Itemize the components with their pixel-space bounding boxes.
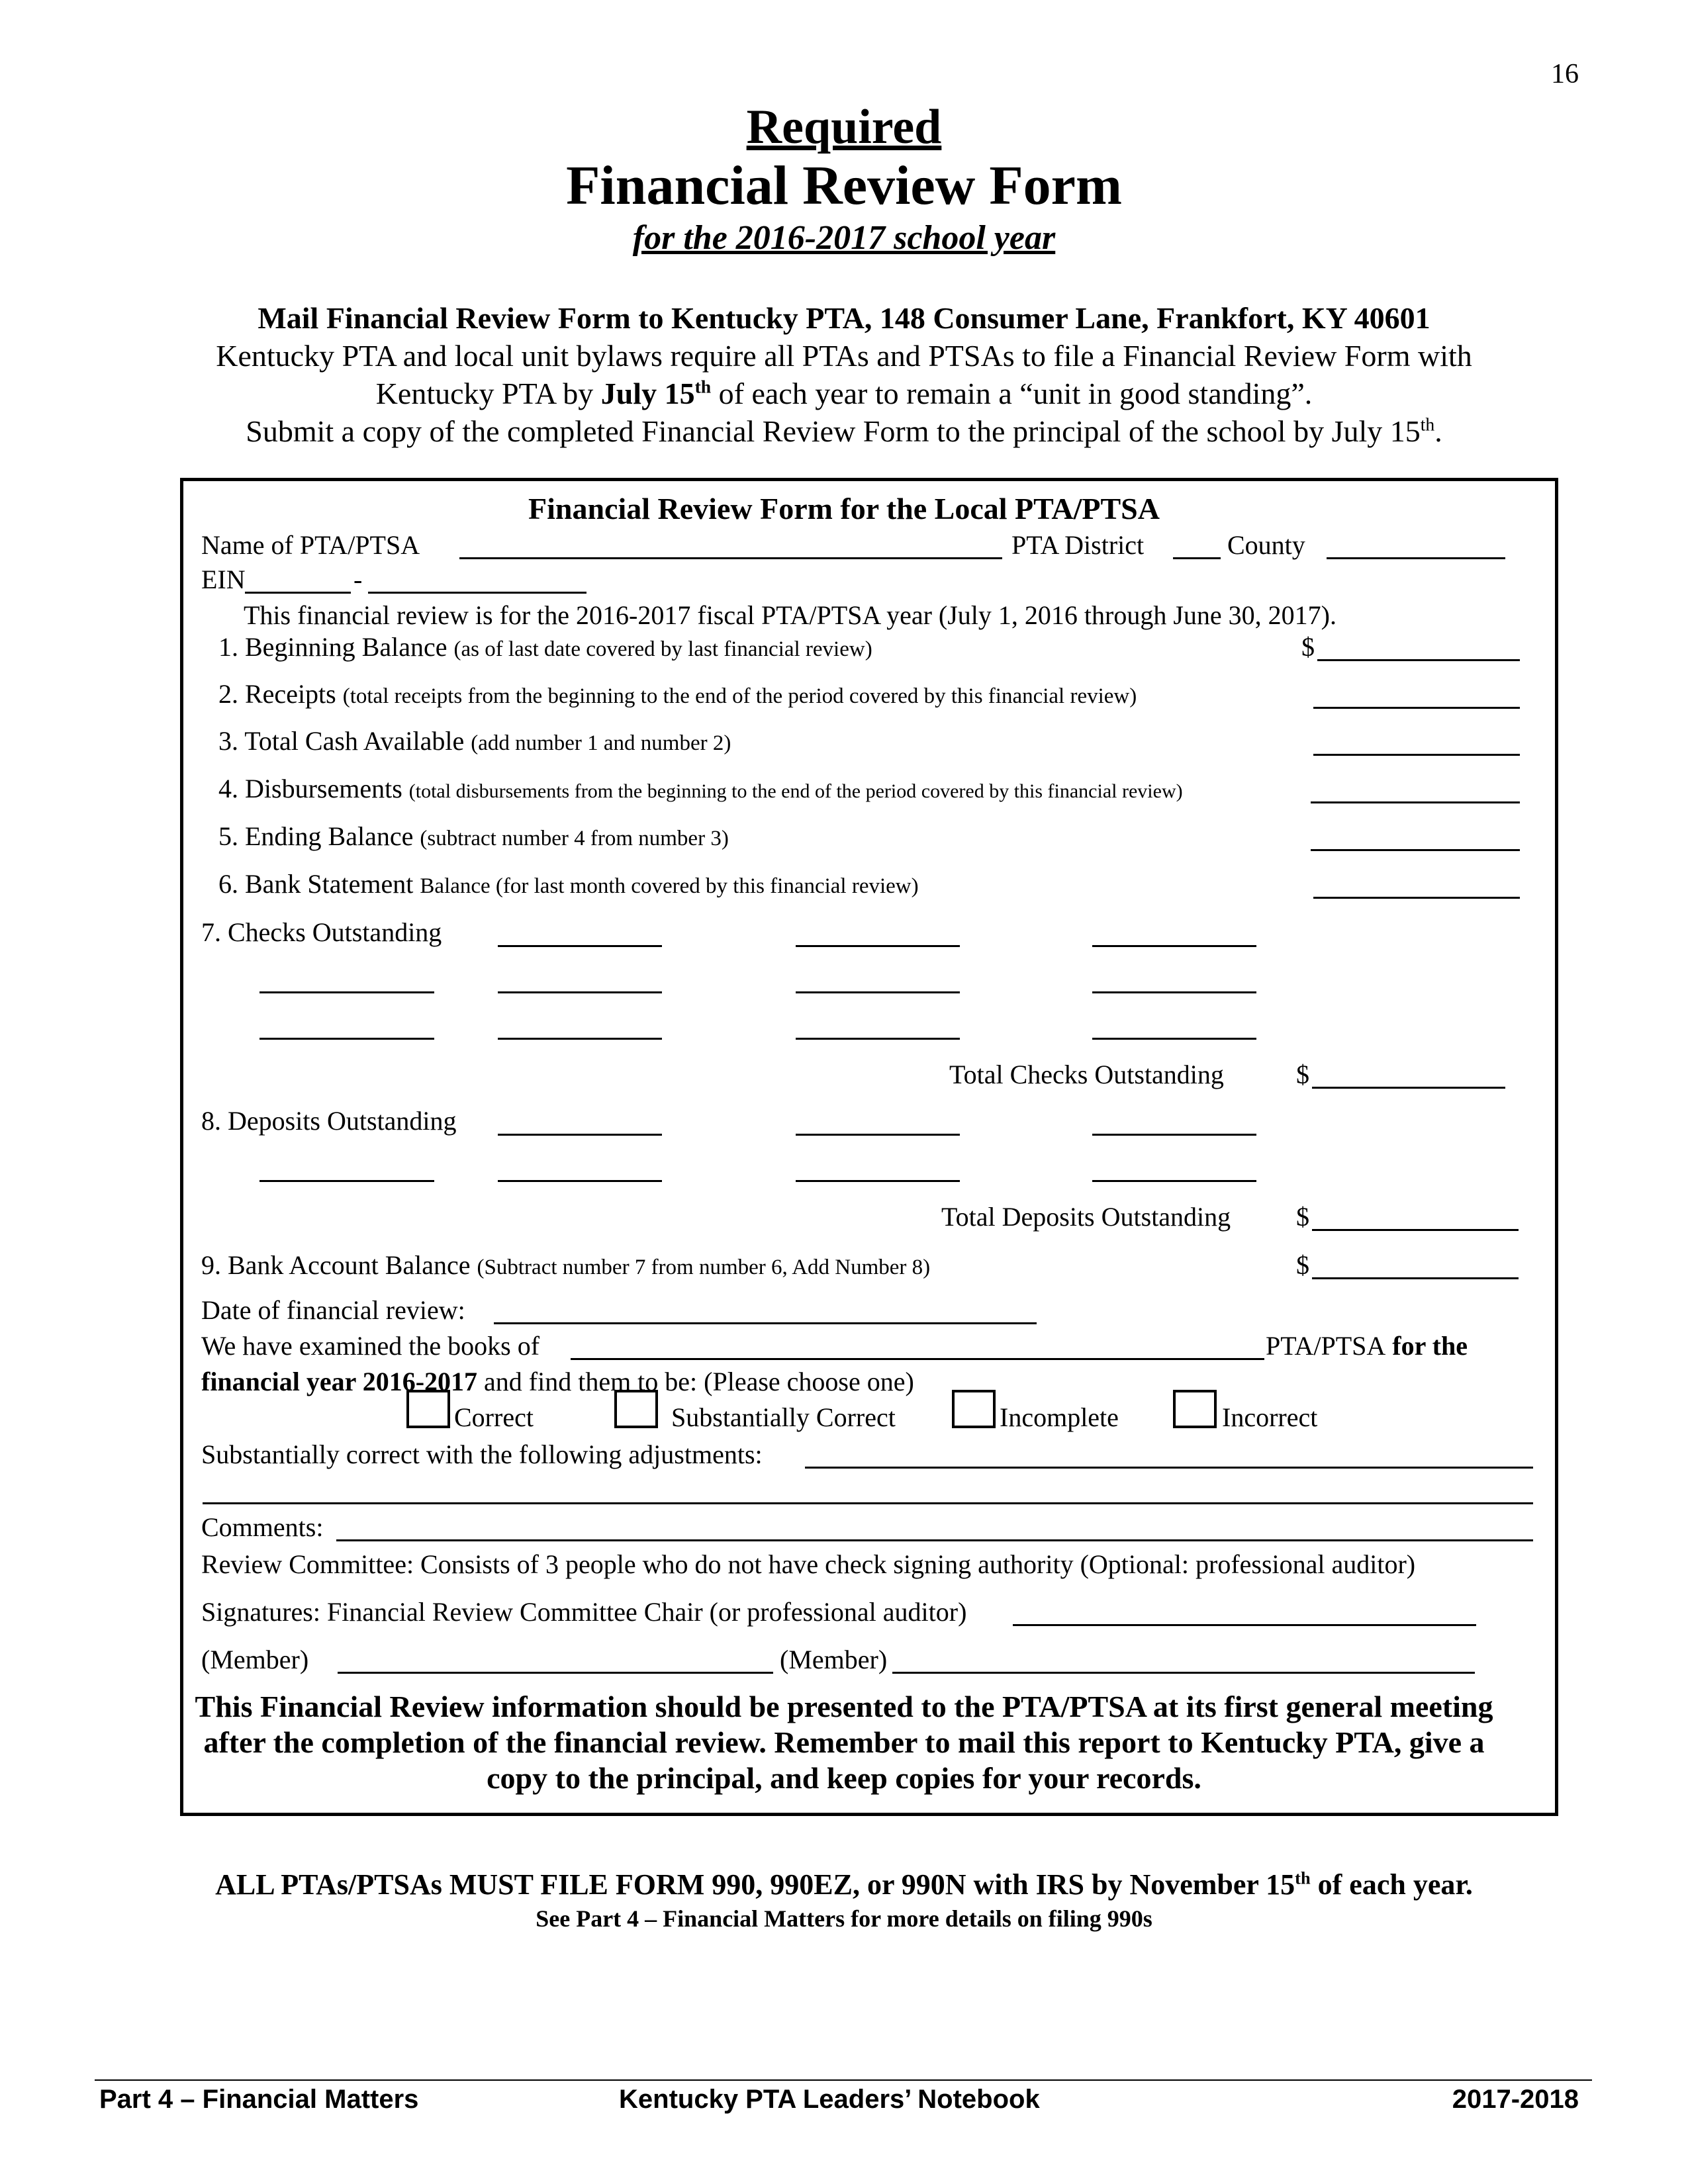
footer-left: Part 4 – Financial Matters	[99, 2085, 419, 2114]
examined-label: We have examined the books of	[201, 1331, 540, 1361]
comments-field[interactable]	[336, 1539, 1533, 1541]
item-1-field[interactable]	[1317, 659, 1520, 661]
member-signature-field-2[interactable]	[892, 1672, 1475, 1674]
district-field[interactable]	[1173, 557, 1221, 559]
intro-block	[0, 299, 1688, 450]
item-receipts: 2. Receipts (total receipts from the beginning to the end of the period covered by this financial review)	[218, 679, 1137, 709]
option-incomplete-label: Incomplete	[1000, 1402, 1119, 1432]
deposit-field[interactable]	[498, 1134, 662, 1136]
check-field[interactable]	[498, 991, 662, 993]
ein-dash: -	[353, 565, 363, 594]
examined-suffix: PTA/PTSA for the	[1266, 1331, 1468, 1361]
item-1-dollar: $	[1301, 632, 1315, 662]
total-deposits-label: Total Deposits Outstanding	[941, 1202, 1231, 1232]
bank-account-balance: 9. Bank Account Balance (Subtract number 7 from number 6, Add Number 8)	[201, 1250, 931, 1280]
adjustments-field[interactable]	[805, 1467, 1533, 1469]
deposit-field[interactable]	[796, 1134, 960, 1136]
footer-divider	[95, 2079, 1592, 2081]
deadline-line: Kentucky PTA by July 15th of each year to remain a “unit in good standing”.	[375, 376, 1313, 410]
check-field[interactable]	[1092, 945, 1256, 947]
incomplete-checkbox[interactable]	[952, 1390, 996, 1428]
district-label: PTA District	[1011, 530, 1145, 560]
adjustments-field-2[interactable]	[203, 1502, 1533, 1504]
check-field[interactable]	[259, 991, 434, 993]
ein-field-1[interactable]	[245, 592, 351, 594]
member-label-2: (Member)	[780, 1645, 888, 1674]
item-bank-statement: 6. Bank Statement Balance (for last month covered by this financial review)	[218, 869, 919, 899]
county-label: County	[1227, 530, 1305, 560]
review-committee-text: Review Committee: Consists of 3 people who do not have check signing authority (Optional: professional auditor)	[201, 1549, 1416, 1579]
total-deposits-field[interactable]	[1312, 1229, 1519, 1231]
ein-field-2[interactable]	[368, 592, 586, 594]
total-checks-label: Total Checks Outstanding	[949, 1060, 1224, 1089]
check-field[interactable]	[796, 1038, 960, 1040]
check-field[interactable]	[1092, 991, 1256, 993]
correct-checkbox[interactable]	[406, 1390, 450, 1428]
deposit-field[interactable]	[1092, 1134, 1256, 1136]
deposit-field[interactable]	[259, 1180, 434, 1182]
irs-filing-note: ALL PTAs/PTSAs MUST FILE FORM 990, 990EZ, or 990N with IRS by November 15th of each year.	[215, 1868, 1473, 1901]
county-field[interactable]	[1327, 557, 1505, 559]
substantially-correct-checkbox[interactable]	[614, 1390, 658, 1428]
check-field[interactable]	[498, 945, 662, 947]
item-6-field[interactable]	[1313, 897, 1520, 899]
item-3-field[interactable]	[1313, 754, 1520, 756]
chair-signature-field[interactable]	[1013, 1624, 1476, 1626]
form-heading: Financial Review Form for the Local PTA/PTSA	[528, 492, 1160, 525]
check-field[interactable]	[796, 991, 960, 993]
check-field[interactable]	[259, 1038, 434, 1040]
item-ending-balance: 5. Ending Balance (subtract number 4 from number 3)	[218, 821, 729, 851]
name-label: Name of PTA/PTSA	[201, 530, 420, 560]
option-correct-label: Correct	[454, 1402, 534, 1432]
check-field[interactable]	[796, 945, 960, 947]
check-field[interactable]	[1092, 1038, 1256, 1040]
item-disbursements: 4. Disbursements (total disbursements from the beginning to the end of the period covered by this financial review)	[218, 774, 1183, 803]
mail-instructions: Mail Financial Review Form to Kentucky PTA, 148 Consumer Lane, Frankfort, KY 40601	[258, 301, 1430, 335]
ein-label: EIN	[201, 565, 246, 594]
item-5-field[interactable]	[1311, 849, 1520, 851]
adjustments-label: Substantially correct with the following adjustments:	[201, 1439, 763, 1469]
footer-center: Kentucky PTA Leaders’ Notebook	[619, 2085, 1040, 2114]
page-number: 16	[1551, 59, 1579, 89]
principal-line: Submit a copy of the completed Financial Review Form to the principal of the school by July 15th.	[246, 414, 1442, 448]
review-date-field[interactable]	[494, 1322, 1037, 1324]
option-substantially-correct-label: Substantially Correct	[671, 1402, 896, 1432]
irs-filing-reference: See Part 4 – Financial Matters for more details on filing 990s	[536, 1905, 1152, 1932]
total-checks-dollar: $	[1296, 1060, 1309, 1089]
page-title: Financial Review Form	[566, 155, 1122, 216]
item-total-cash: 3. Total Cash Available (add number 1 and number 2)	[218, 726, 731, 756]
name-field[interactable]	[459, 557, 1002, 559]
incorrect-checkbox[interactable]	[1173, 1390, 1217, 1428]
signatures-label: Signatures: Financial Review Committee Chair (or professional auditor)	[201, 1597, 967, 1627]
examined-pta-field[interactable]	[571, 1358, 1264, 1360]
option-incorrect-label: Incorrect	[1222, 1402, 1318, 1432]
deposit-field[interactable]	[796, 1180, 960, 1182]
deposit-field[interactable]	[498, 1180, 662, 1182]
deposit-field[interactable]	[1092, 1180, 1256, 1182]
comments-label: Comments:	[201, 1512, 324, 1542]
footer-right: 2017-2018	[1452, 2085, 1579, 2114]
page-subtitle: for the 2016-2017 school year	[632, 219, 1056, 257]
fiscal-note: This financial review is for the 2016-2017 fiscal PTA/PTSA year (July 1, 2016 through June 30, 2017).	[244, 600, 1336, 630]
deposits-outstanding-label: 8. Deposits Outstanding	[201, 1106, 457, 1136]
member-signature-field-1[interactable]	[338, 1672, 773, 1674]
financial-year-line: financial year 2016-2017 and find them to be: (Please choose one)	[201, 1367, 914, 1396]
bank-balance-field[interactable]	[1312, 1277, 1519, 1279]
check-field[interactable]	[498, 1038, 662, 1040]
item-beginning-balance: 1. Beginning Balance (as of last date covered by last financial review)	[218, 632, 872, 662]
item-4-field[interactable]	[1311, 801, 1520, 803]
checks-outstanding-label: 7. Checks Outstanding	[201, 917, 442, 947]
bank-balance-dollar: $	[1296, 1250, 1309, 1280]
member-label-1: (Member)	[201, 1645, 309, 1674]
closing-note: This Financial Review information should be presented to the PTA/PTSA at its first general meeting after the completion of the financial review. Remember to mail this report to Kentucky PTA, give a copy to the principal, and keep copies for your records.	[195, 1690, 1493, 1795]
review-date-label: Date of financial review:	[201, 1295, 465, 1325]
total-deposits-dollar: $	[1296, 1202, 1309, 1232]
required-heading: Required	[746, 100, 942, 154]
total-checks-field[interactable]	[1312, 1087, 1505, 1089]
bylaws-line: Kentucky PTA and local unit bylaws require all PTAs and PTSAs to file a Financial Review Form with	[216, 339, 1472, 373]
item-2-field[interactable]	[1313, 707, 1520, 709]
